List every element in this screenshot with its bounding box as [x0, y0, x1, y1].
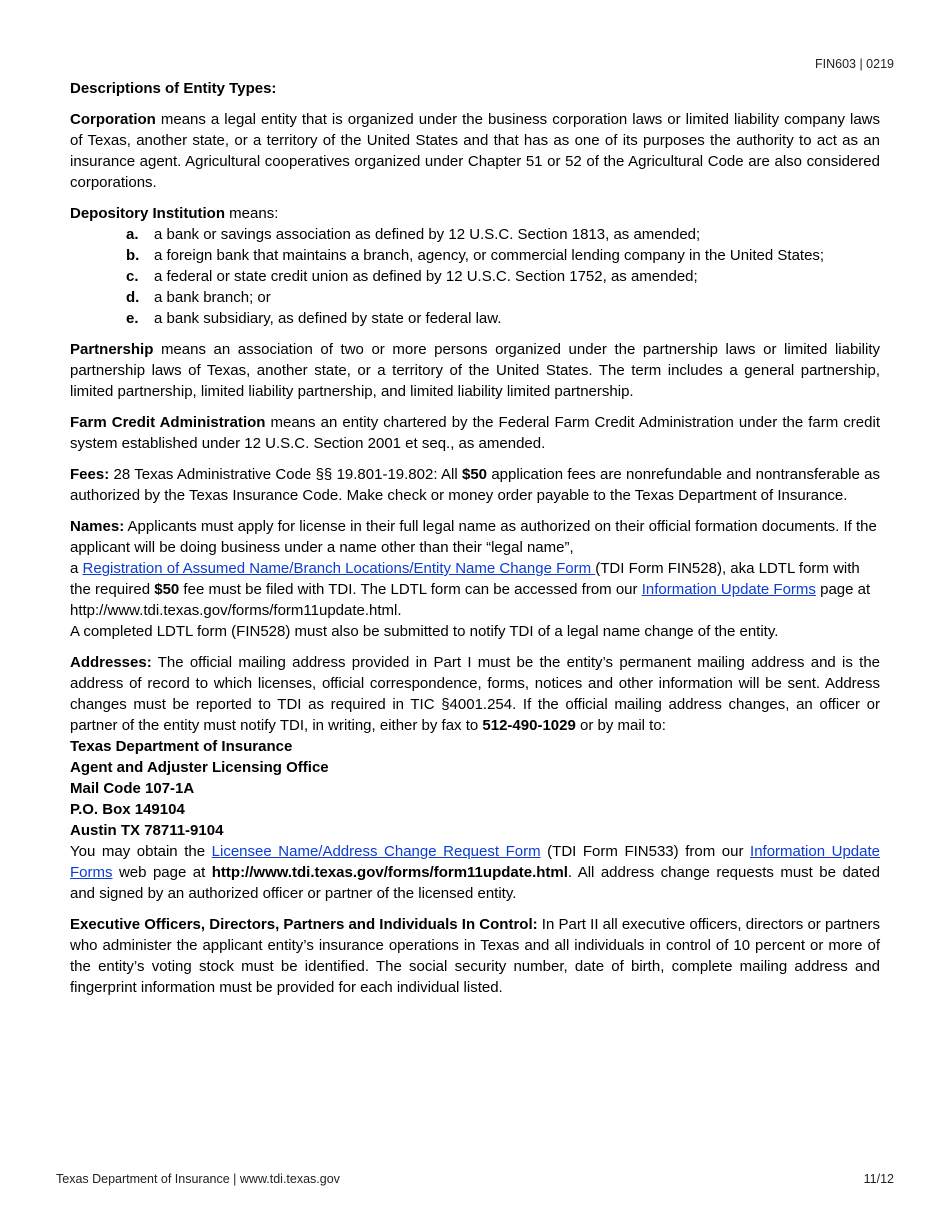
mailing-address [70, 736, 880, 841]
address-line: Texas Department of Insurance [70, 738, 293, 755]
corporation-paragraph: Corporation means a legal entity that is organized under the business corporation laws or limited liability company laws of Texas, another state, or a territory of the United States and that has as one of its purposes the authority to act as an insurance agent. Agricultural cooperatives organized under Chapter 51 or 52 of the Agricultural Code are also considered corporations. [70, 111, 880, 191]
page-number: 11/12 [863, 1172, 894, 1186]
term-label: Corporation [70, 111, 156, 128]
term-label: Partnership [70, 341, 154, 358]
addresses-paragraph: Addresses: The official mailing address provided in Part I must be the entity’s permanent mailing address and is the address of record to which licenses, official correspondence, forms, notices and other information will be sent. Address changes must be reported to TDI as required in TIC §4001.254. If the official mailing address changes, an officer or partner of the entity must notify TDI, in writing, either by fax to 512-490-1029 or by mail to: [70, 654, 880, 734]
address-change-paragraph: You may obtain the Licensee Name/Address Change Request Form (TDI Form FIN533) from our Information Update Forms web page at http://www.tdi.texas.gov/forms/form11update.html. All address change requests must be dated and signed by an authorized officer or partner of the licensed entity. [70, 843, 881, 902]
page-content [70, 78, 880, 1008]
term-label: Executive Officers, Directors, Partners and Individuals In Control: [70, 916, 538, 933]
list-item: c. a federal or state credit union as defined by 12 U.S.C. Section 1752, as amended; [126, 268, 698, 285]
address-line: Austin TX 78711-9104 [70, 822, 224, 839]
list-item: a. a bank or savings association as defined by 12 U.S.C. Section 1813, as amended; [126, 226, 701, 243]
farm-credit-paragraph: Farm Credit Administration means an entity chartered by the Federal Farm Credit Administration under the farm credit system established under 12 U.S.C. Section 2001 et seq., as amended. [70, 414, 880, 452]
information-update-forms-link[interactable]: Information Update Forms [641, 581, 816, 598]
term-label: Addresses: [70, 654, 152, 671]
partnership-paragraph: Partnership means an association of two or more persons organized under the partnership laws or limited liability partnership laws of Texas, another state, or a territory of the United States. The term includes a general partnership, limited partnership, limited liability partnership, and limited liability limited partnership. [70, 341, 880, 400]
address-line: Mail Code 107-1A [70, 780, 195, 797]
term-label: Depository Institution [70, 205, 225, 222]
list-item: b. a foreign bank that maintains a branch, agency, or commercial lending company in the United States; [126, 247, 825, 264]
executives-paragraph: Executive Officers, Directors, Partners and Individuals In Control: In Part II all executive officers, directors or partners who administer the applicant entity’s insurance operations in Texas and all individuals in control of 10 percent or more of the entity’s voting stock must be identified. The social security number, date of birth, complete mailing address and fingerprint information must be provided for each individual listed. [70, 916, 880, 996]
term-label: Fees: [70, 466, 110, 483]
term-label: Farm Credit Administration [70, 414, 266, 431]
form-id: FIN603 | 0219 [815, 57, 894, 71]
address-line: P.O. Box 149104 [70, 801, 185, 818]
address-line: Agent and Adjuster Licensing Office [70, 759, 329, 776]
fin533-form-link[interactable]: Licensee Name/Address Change Request Form [211, 843, 541, 860]
footer-agency: Texas Department of Insurance | www.tdi.texas.gov [56, 1172, 340, 1186]
term-label: Names: [70, 518, 125, 535]
list-item: d. a bank branch; or [126, 289, 271, 306]
depository-list [70, 224, 880, 329]
section-heading: Descriptions of Entity Types: [70, 80, 277, 97]
information-update-forms-link[interactable]: Information Update Forms [70, 843, 881, 881]
ldtl-form-link[interactable]: Registration of Assumed Name/Branch Locations/Entity Name Change Form [82, 560, 596, 577]
names-paragraph: Names: Applicants must apply for license in their full legal name as authorized on their official formation documents. If the applicant will be doing business under a name other than their “legal name”, a Registration of Assumed Name/Branch Locations/Entity Name Change Form (TDI Form FIN528), aka LDTL form with the required $50 fee must be filed with TDI. The LDTL form can be accessed from our Information Update Forms page at http://www.tdi.texas.gov/forms/form11update.html. A completed LDTL form (FIN528) must also be submitted to notify TDI of a legal name change of the entity. [70, 518, 877, 640]
list-item: e. a bank subsidiary, as defined by state or federal law. [126, 310, 502, 327]
fees-paragraph: Fees: 28 Texas Administrative Code §§ 19.801-19.802: All $50 application fees are nonrefundable and nontransferable as authorized by the Texas Insurance Code. Make check or money order payable to the Texas Department of Insurance. [70, 466, 880, 504]
depository-paragraph: Depository Institution means: [70, 205, 279, 222]
